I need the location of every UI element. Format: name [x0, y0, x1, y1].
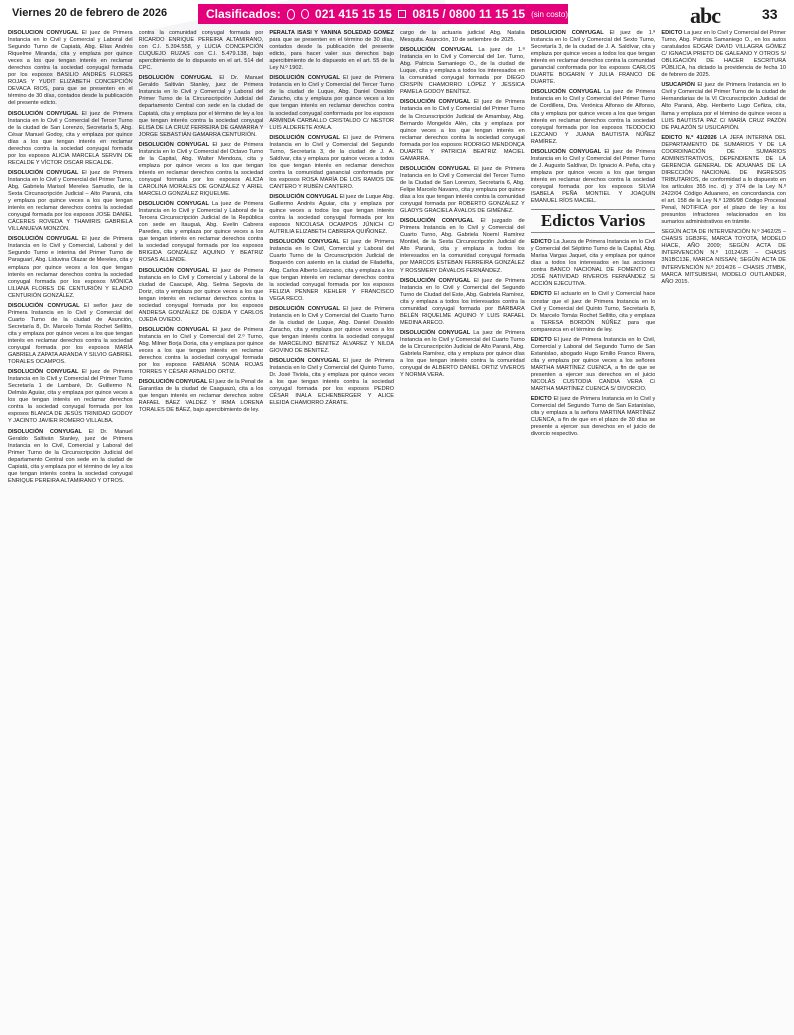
notice-heading: DISOLUCIÓN CONYUGAL	[138, 326, 213, 333]
notice-item	[269, 194, 394, 236]
section-title: Edictos Varios	[531, 209, 656, 233]
notice-item	[400, 278, 525, 327]
notice-item	[139, 75, 264, 138]
notice-item	[8, 303, 133, 366]
notice-heading: DISOLUCIÓN CONYUGAL	[8, 428, 89, 435]
notice-heading: DISOLUCIÓN CONYUGAL	[8, 30, 82, 36]
classifieds-note: (sin costo)	[531, 9, 568, 19]
notice-text: El juez de Primera Instancia en lo Civil, Comercial y Laboral del Segundo Turno de San Estanislao, abogado Hugo Emilio Franco Rivera, cita y emplaza por quince veces a los señores MARTHA MARTÍNEZ CUENCA, a fin de que se presenten a ejercer sus derechos en el juicio NICOLÁS CUSTODIA CANDIA VERA C/ MARTHA MARTÍNEZ CUENCA S/ DIVORCIO.	[530, 336, 656, 393]
notice-text: La juez en lo Civil y Comercial del Primer Turno, Abg. Patricia Samaniego O., en los autos caratulados EDGAR DAVID VILLAGRA GÓMEZ C/ IGNACIA PRIETO DE GALEANO Y OTROS S/ OBLIGACIÓN DE HACER ESCRITURA PÚBLICA, ha dictado la providencia de fecha 10 de febrero de 2025.	[661, 30, 787, 79]
notice-heading: DISOLUCIÓN CONYUGAL	[400, 47, 479, 54]
notice-text: El juez de Luque Abg. Guillermo Andrés Aguiar, cita y emplaza por quince veces a todos los que tengan interés contra la sociedad conyugal formada por los esposos NICOLASA OCAMPOS JÚNICH C/ AUTRILIA ELIZABETH CABRERA QUIÑONEZ.	[269, 194, 395, 236]
phone-box-icon	[398, 10, 407, 18]
notice-item	[531, 149, 656, 205]
classifieds-whatsapp: 0815 / 0800 11 15 15	[412, 7, 526, 21]
notice-text: contra la comunidad conyugal formada por RICARDO ENRIQUE PEREIRA ALTAMIRANO, con C.I. 5.394.558, y LUCIA CONCEPCIÓN CUQUEJO RUZAS con C.I. 5.479.138, bajo apercibimiento de lo dispuesto en el art. 514 del CPC.	[138, 30, 264, 72]
notices-columns	[8, 30, 786, 1030]
notice-heading: DISOLUCIÓN CONYUGAL	[269, 75, 344, 82]
notice-text: La juez de 1.ª Instancia en lo Civil y Comercial del 1er. Turno, Abg. Patricia Samaniego O., de la ciudad de Luque, cita y emplaza a todos los interesados en la comunidad conyugal formada por DIEGO CRISPÍN CHAMORRO LÓPEZ Y JESSICA PAMELA GODOY BENÍTEZ.	[400, 47, 525, 96]
page-number: 33	[762, 6, 778, 22]
notice-heading: DISOLUCIÓN CONYUGAL	[400, 218, 481, 225]
notice-heading: EDICTO	[530, 291, 554, 298]
notice-heading: DISOLUCIÓN CONYUGAL	[400, 329, 474, 336]
notice-item	[269, 135, 394, 191]
notice-text: El juez de Primera Instancia en lo Civil y Comercial del Cuarto Turno de la ciudad de Luque, Abg. Daniel Osvaldo Zaracho, cita y emplaza por quince veces a los que tengan interés contra la sociedad conyugal de MARCELINO BENITEZ ÁLVAREZ Y NILDA GIOVINO DE BENITEZ.	[269, 305, 395, 355]
notice-item	[8, 429, 133, 485]
notice-item	[269, 306, 394, 355]
notice-heading: EDICTO N.º 41/2026	[661, 134, 720, 141]
notice-text: La Jueza de Primera Instancia en lo Civil y Comercial del Séptimo Turno de la Capital, Abg. Marisa Vargas Jaquet, cita y emplaza por quince días a todos los interesados en las acciones contra BANCO NACIONAL DE FOMENTO C/ JOSÉ NATIVIDAD RIVEROS FERNÁNDEZ S/ ACCIÓN EJECUTIVA.	[530, 239, 656, 288]
column-3	[269, 30, 394, 1030]
notice-heading: DISOLUCIÓN CONYUGAL	[269, 134, 344, 141]
notice-heading: DISOLUCIÓN CONYUGAL	[138, 201, 212, 208]
notice-text: El juez de la Penal de Garantías de la ciudad de Caaguazú, cita a los que tengan interés en reclamar derechos sobre RAFAEL BÁEZ VALDEZ Y IRMA LORENA TORALES DE BÁEZ, bajo apercibimiento de ley.	[138, 379, 264, 414]
notice-heading: DISOLUCIÓN CONYUGAL	[400, 99, 474, 106]
phone-icon	[301, 9, 309, 19]
notice-text: LA JEFA INTERINA DEL DEPARTAMENTO DE SUMARIOS Y DE LA COORDINACIÓN DE SUMARIOS ADMINISTRATIVOS, DEPENDIENTE DE LA GERENCIA GENERAL DE ADUANAS DE LA DIRECCIÓN NACIONAL DE INGRESOS TRIBUTARIOS, de conformidad a lo dispuesto en los artículos 355 inc. d) y 374 de la Ley N.º 2422/04 Código Aduanero, en concordancia con el art. 158 de la Ley N.º 1286/98 Código Procesal Penal, NOTIFICA por el plazo de ley a los presuntos infractores relacionados en los sumarios administrativos en trámite.	[661, 134, 787, 226]
notice-text: El juez de Primera Instancia en lo Civil y Comercial del Primer Turno, Abg. Gabriela Marisol Mereles Samudio, de la Sexta Circunscripción Judicial – Alto Paraná, cita y emplaza por quince veces a los que tengan interés en reclamar derechos contra la sociedad conyugal formada por los esposos JOSE DANIEL CÁCERES ROVEDA Y THAMIRIS GABRIELA VILLANUEVA MONZÓN.	[8, 169, 133, 233]
notice-text: El juez de Primera Instancia en lo Civil y Comercial del Primer Turno de la Circunscripción Judicial de Amambay, Abg. Bernardo Mongelós Alén, cita y emplaza por quince veces a los que tengan interés en reclamar derechos contra la sociedad conyugal formada por los esposos RODRIGO MENDONÇA DUARTE Y PATRICIA BEATRIZ MACIEL GAMARRA.	[400, 99, 525, 162]
notice-item	[661, 82, 786, 131]
notice-item	[531, 239, 656, 288]
notice-heading: DISOLUCIÓN CONYUGAL	[269, 358, 344, 365]
notice-item	[531, 89, 656, 145]
notice-item	[8, 170, 133, 233]
notice-heading: EDICTO	[530, 239, 554, 246]
notice-heading: DISOLUCIÓN CONYUGAL	[8, 302, 84, 309]
notice-text: El juez de Primera Instancia en lo Civil y Comercial y Laboral del Segundo Turno de Capiatá, Abg. Elías Andrés Riquelme Miranda, cita y emplaza por quince veces a los que tengan interés en reclamar derechos contra la sociedad conyugal formada por los esposos BASILIO ANDRÉS FLORES ROJAS Y YUDIT ELIZABETH CONCEPCIÓN DEVACA RIOS, para que se presenten en el término de 30 días, contados desde la publicación del presente edicto.	[8, 30, 133, 107]
notice-text: La juez de Primera Instancia en lo Civil y Comercial y Laboral de la Tercera Circunscripción Judicial de la República con sede en Itauguá, Abg. Evelin Cabrera Paredes, cita y emplaza por quince veces a los que tengan interés en reclamar derechos contra la sociedad conyugal formada por los esposos BRIGIDA GONZÁLEZ AQUINO Y BEATRIZ ROSAS ALLENDE.	[138, 201, 264, 264]
notice-text: El Dr. Manuel Geraldo Saltiván Stanley, juez de Primera Instancia en lo Civil y Comercial y Laboral del Primer Turno de la Circunscripción Judicial del departamento Central con sede en la ciudad de Capiatá, cita y emplaza por el término de ley a los que tengan interés contra la sociedad conyugal ELISA DE LA CRUZ FERREIRA DE GAMARRA Y JORGE SEBASTIÁN GAMARRA CENTURIÓN.	[138, 75, 264, 138]
notice-text: El juez de Primera Instancia en lo Civil y Comercial del Segundo Turno, Secretaría 3, de la ciudad de J. A. Saldívar, cita y emplaza por quince veces a todos los que tengan interés en reclamar derechos contra la comunidad ganancial conformada por los esposos ROSA MARÍA DE LOS RAMOS DE CANTERO Y RUBÉN CANTERO.	[269, 134, 395, 190]
notice-item	[269, 75, 394, 131]
notice-text: El juez de Primera Instancia en lo Civil y Comercial del 2.º Turno, Abg. Milner Borja Doria, cita y emplaza por quince veces a los que tengan interés en reclamar derechos contra la sociedad conyugal formada por los esposos FABIANA SONIA ROJAS TORRES Y CÉSAR ARNALDO ORTIZ.	[138, 326, 264, 376]
notice-item	[269, 30, 394, 72]
notice-text: El juez de Primera Instancia en lo Civil y Comercial del Primer Turno de J. Augusto Saldívar, Dr. Ignacio A. Peña, cita y emplaza por quince veces a los que tengan interés en reclamar derechos contra la sociedad conyugal formada por los esposos SILVIA ISABELA PEÑA MONTIEL Y JOAQUÍN EMANUEL RÍOS MACIEL.	[530, 148, 656, 205]
notice-heading: DISOLUCIÓN CONYUGAL	[8, 369, 82, 376]
notice-item	[400, 99, 525, 162]
notice-text: El señor juez de Primera Instancia en lo Civil y Comercial del Cuarto Turno de la ciudad de Asunción, Secretaría 8, Dr. Marcelo Tomás Rochet Sellitto, cita y emplaza por quince veces a los que tengan interés en reclamar derechos contra la sociedad conyugal formada por los esposos MARÍA GABRIELA ZAPATA ARANDA Y SILVIO GABRIEL TORALES OCAMPOS.	[8, 302, 133, 366]
notice-text: El juez de Primera Instancia en lo Civil y Comercial del Tercer Turno de la ciudad de San Lorenzo, Secretaría 5, Abg. César Manuel Godoy, cita y emplaza por quince días a los que tengan interés en reclamar derechos contra la sociedad conyugal formada por los esposos ALICIA MARCELA SERVIN DE RECALDE Y VÍCTOR OSCAR RECALDE.	[8, 110, 133, 166]
notice-item	[661, 30, 786, 79]
column-2	[139, 30, 264, 1030]
notice-text: La juez de Primera Instancia en lo Civil y Comercial del Primer Turno de Cordillera, Dra. Verónica Alfonso de Alfonso, cita y emplaza por quince veces a los que tengan interés en reclamar derechos contra la sociedad conyugal formada por los esposos TEODOCIO LEZCANO Y JUANA BAUTISTA NÚÑEZ RAMÍREZ.	[530, 89, 656, 145]
notice-heading: DISOLUCIÓN CONYUGAL	[138, 379, 209, 386]
notice-heading: DISOLUCIÓN CONYUGAL	[138, 267, 213, 274]
notice-text: SEGÚN ACTA DE INTERVENCIÓN N.º 3462/25 – CHASIS 1GB3FE, MARCA TOYOTA, MODELO HIACE, AÑO 2009; SEGÚN ACTA DE INTERVENCIÓN N.º 10124/25 – CHASIS 3N1BC13E, MARCA NISSAN; SEGÚN ACTA DE INTERVENCIÓN N.º 2014/26 – CHASIS JTMBK, MARCA MITSUBISHI, MODELO OUTLANDER, AÑO 2015.	[661, 229, 787, 285]
classifieds-label: Clasificados:	[206, 7, 281, 21]
notice-item	[400, 330, 525, 379]
notice-text: cargo de la actuaria judicial Abg. Natalia Mesquita. Asunción, 10 de setiembre de 2025.	[400, 30, 525, 44]
notice-heading: EDICTO	[530, 396, 554, 403]
notice-heading: DISOLUCIÓN CONYUGAL	[8, 236, 82, 243]
notice-heading: DISOLUCIÓN CONYUGAL	[8, 169, 82, 176]
issue-date: Viernes 20 de febrero de 2026	[12, 7, 168, 19]
notice-item	[531, 291, 656, 333]
notice-item	[269, 358, 394, 407]
notice-item	[661, 135, 786, 227]
column-5	[531, 30, 656, 1030]
notice-text: El juez de 1.ª Instancia en lo Civil y Comercial del Sexto Turno, Secretaría 3, de la ciudad de J. A. Saldívar, cita y emplaza por quince veces a todos los que tengan interés en reclamar derechos contra la comunidad ganancial conformada por los esposos CARLOS DUARTE BOGARIN Y JULIA FRANCO DE DUARTE.	[530, 30, 656, 86]
notice-text: El juez de Primera Instancia en lo Civil y Comercial y Laboral de la ciudad de Caacupé, Abg. Selma Segovia de Doriz, cita y emplaza por quince veces a los que tengan interés en reclamar derechos contra la sociedad conyugal formada por los esposos ANDRESA GONZÁLEZ DE OJEDA Y CARLOS OJEDA OVIEDO.	[138, 267, 264, 323]
notice-item	[531, 337, 656, 393]
notice-heading: DISOLUCIÓN CONYUGAL	[400, 277, 474, 284]
notice-heading: DISOLUCIÓN CONYUGAL	[138, 75, 220, 82]
notice-heading: EDICTO	[530, 336, 554, 343]
notice-heading: DISOLUCIÓN CONYUGAL	[8, 110, 82, 117]
notice-heading: PERALTA ISASI Y YANINA SOLEDAD GÓMEZ	[269, 30, 395, 36]
notice-text: El juez de Primera Instancia en lo Civil y Comercial del Quinto Turno, Dr. José Tiviola, cita y emplaza por quince veces a los que tengan interés contra la sociedad conyugal formada por los esposos PEDRO CÉSAR INALA ECHENBERGER Y ALICE ELEIDA CHAMORRO ZÁRATE.	[269, 358, 395, 407]
notice-item	[531, 396, 656, 438]
notice-text: El juez de Primera Instancia en lo Civil y Comercial del Primer Turno de la ciudad de Hernandarias de la VI Circunscripción Judicial de Alto Paraná, Abg. Heriberto Lugo Ceñiza, cita, llama y emplaza por el término de quince veces a LUIS BAUTISTA PAZ C/ MARÍA CRUZ PAZÓN DE PALAZÓN S/ USUCAPIÓN.	[661, 82, 787, 131]
notice-text: El juez de Primera Instancia en lo Civil y Comercial del Segundo Turno de San Estanislao, cita y emplaza a la señora MARTINA MARTÍNEZ CUENCA, a fin de que en el plazo de 30 días se presente a ejercer sus derechos en el juicio de divorcio respectivo.	[530, 396, 656, 438]
notice-text: para que se presenten en el término de 30 días, contados desde la publicación del presente edicto, para hacer valer sus derechos bajo apercibimiento de lo dispuesto en el art. 55 de la Ley N.º 1902.	[269, 37, 395, 72]
notice-heading: DISOLUCIÓN CONYUGAL	[530, 148, 605, 155]
classifieds-phone: 021 415 15 15	[315, 7, 392, 21]
notice-text: La juez de Primera Instancia en lo Civil y Comercial del Cuarto Turno de la Circunscripción Judicial de Alto Paraná, Abg. Gabriela Ramírez, cita y emplaza por quince días a los que tengan interés contra la comunidad conyugal de ALBERTO DANIEL ORTIZ VIVEROS Y NORMA VERA.	[400, 329, 525, 379]
notice-heading: DISOLUCIÓN CONYUGAL	[269, 305, 344, 312]
notice-item	[8, 111, 133, 167]
notice-item	[139, 142, 264, 198]
newspaper-logo: abc	[690, 3, 720, 28]
notice-item	[661, 229, 786, 285]
notice-text: El juez de Primera Instancia en lo Civil y Comercial del Tercer Turno de la ciudad de Luque, Abg. Daniel Osvaldo Zaracho, cita y emplaza por quince veces a los que tengan interés en reclamar derechos contra la sociedad conyugal conformada por los esposos ARMINDA CARBALLO CRISTALDO C/ NESTOR LUIS ALDERETE AYALA.	[269, 75, 395, 131]
notice-heading: USUCAPIÓN	[661, 82, 698, 89]
notice-text: El juez de Primera Instancia en lo Civil y Comercial, Laboral y del Segundo Turno e interina del Primer Turno de Paraguarí, Abg. Liduvina Olazar de Mereles, cita y emplaza por quince veces a los que tengan interés en reclamar derechos contra la sociedad conyugal formada por los esposos MÓNICA LILIANA FLORES DE CENTURIÓN Y ELADIO CENTURIÓN GONZÁLEZ.	[8, 236, 133, 299]
notice-item	[400, 47, 525, 96]
notice-item	[400, 218, 525, 274]
notice-item	[139, 30, 264, 72]
notice-text: El juzgado de Primera Instancia en lo Civil y Comercial del Cuarto Turno, Abg. Gabriela Noemí Ramírez Montiel, de la Sexta Circunscripción Judicial de Alto Paraná, cita y emplaza a todos los interesados en la comunidad conyugal formada por MARCOS ESTEBAN FERREIRA GONZÁLEZ Y ROSSMERY DÁVALOS FERNÁNDEZ.	[400, 218, 525, 274]
notice-text: El juez de Primera Instancia en lo Civil y Comercial del Tercer Turno de la Ciudad de San Lorenzo, Secretaría 6, Abg. Felipe Marcelo Navarro, cita y emplaza por quince días a los que tengan interés contra la comunidad conyugal formada por ROBERTO GONZÁLEZ Y GLADYS GRACIELA ÁVALOS DE GIMÉNEZ.	[400, 165, 525, 215]
notice-heading: EDICTO	[661, 30, 684, 36]
notice-text: El juez de Primera Instancia en lo Civil, Comercial y Laboral del Cuarto Turno de la Circunscripción Judicial de Boquerón con asiento en la ciudad de Filadelfia, Abg. Carlos Alberto Leizcano, cita y emplaza a los que tengan interés en reclamar derechos contra la sociedad conyugal formada por los esposos FELIZIA PENNER KEHLER Y FRANCISCO VEGA RECO.	[269, 239, 395, 302]
notice-heading: DISOLUCIÓN CONYUGAL	[530, 30, 610, 36]
notice-item	[139, 327, 264, 376]
notice-text: El juez de Primera Instancia en lo Civil y Comercial del Octavo Turno de la Capital, Abg. Walter Mendoza, cita y emplaza por quince veces a los que tengan interés en reclamar derechos contra la sociedad conyugal formada por los esposos ALICIA CAROLINA MORALES DE GONZÁLEZ Y ARIEL MARCELO GONZÁLEZ RIQUELME.	[138, 141, 264, 198]
column-1	[8, 30, 133, 1030]
notice-heading: DISOLUCIÓN CONYUGAL	[269, 194, 340, 201]
notice-text: El juez de Primera Instancia en lo Civil y Comercial del Primer Turno Secretaría 1 de Lambaré, Dr. Guillermo N. Delmás Aguiar, cita y emplaza por quince veces a los que tengan interés en reclamar derechos contra la sociedad conyugal formada por los esposos BLANCA DE JESÚS TRINIDAD GODOY Y JACINTO JAVIER ROMERO VILLALBA.	[8, 369, 133, 425]
notice-item	[139, 268, 264, 324]
notice-text: El actuario en lo Civil y Comercial hace constar que el juez de Primera Instancia en lo Civil y Comercial del Quinto Turno, Secretaría 8, Dr. Marcelo Tomás Rochet Sellitto, cita y emplaza a TERESA BORDÓN NÚÑEZ para que comparezca en el término de ley.	[530, 291, 656, 333]
notice-item	[8, 236, 133, 299]
column-4	[400, 30, 525, 1030]
notice-heading: DISOLUCIÓN CONYUGAL	[530, 89, 604, 96]
notice-item	[8, 369, 133, 425]
notice-item	[139, 379, 264, 414]
notice-heading: DISOLUCIÓN CONYUGAL	[138, 141, 213, 148]
notice-item	[269, 239, 394, 302]
notice-text: El Dr. Manuel Geraldo Saltiván Stanley, juez de Primera Instancia en lo Civil, Comercial y Laboral del Primer Turno de la Circunscripción Judicial del departamento Central con sede en la ciudad de Capiatá, cita y emplaza por el término de ley a los que tengan interés contra la sociedad conyugal ENRIQUE PEREIRA ALTAMIRANO Y OTROS.	[8, 428, 133, 484]
notice-heading: DISOLUCIÓN CONYUGAL	[269, 239, 344, 246]
notice-text: El juez de Primera Instancia en lo Civil y Comercial del Segundo Turno de Ciudad del Este, Abg. Gabriela Ramírez, cita y emplaza a todos los interesados contra la comunidad conyugal formada por BÁRBARA BELÉN RIQUELME AQUINO Y LUIS RAFAEL MEDINA ARECO.	[400, 277, 525, 326]
notice-item	[139, 201, 264, 264]
classifieds-banner	[198, 4, 568, 24]
notice-item	[400, 166, 525, 215]
notice-item	[531, 30, 656, 86]
notice-heading: DISOLUCIÓN CONYUGAL	[400, 165, 474, 172]
whatsapp-icon	[287, 9, 296, 20]
notice-item	[8, 30, 133, 108]
notice-item	[400, 30, 525, 44]
column-6	[661, 30, 786, 1030]
